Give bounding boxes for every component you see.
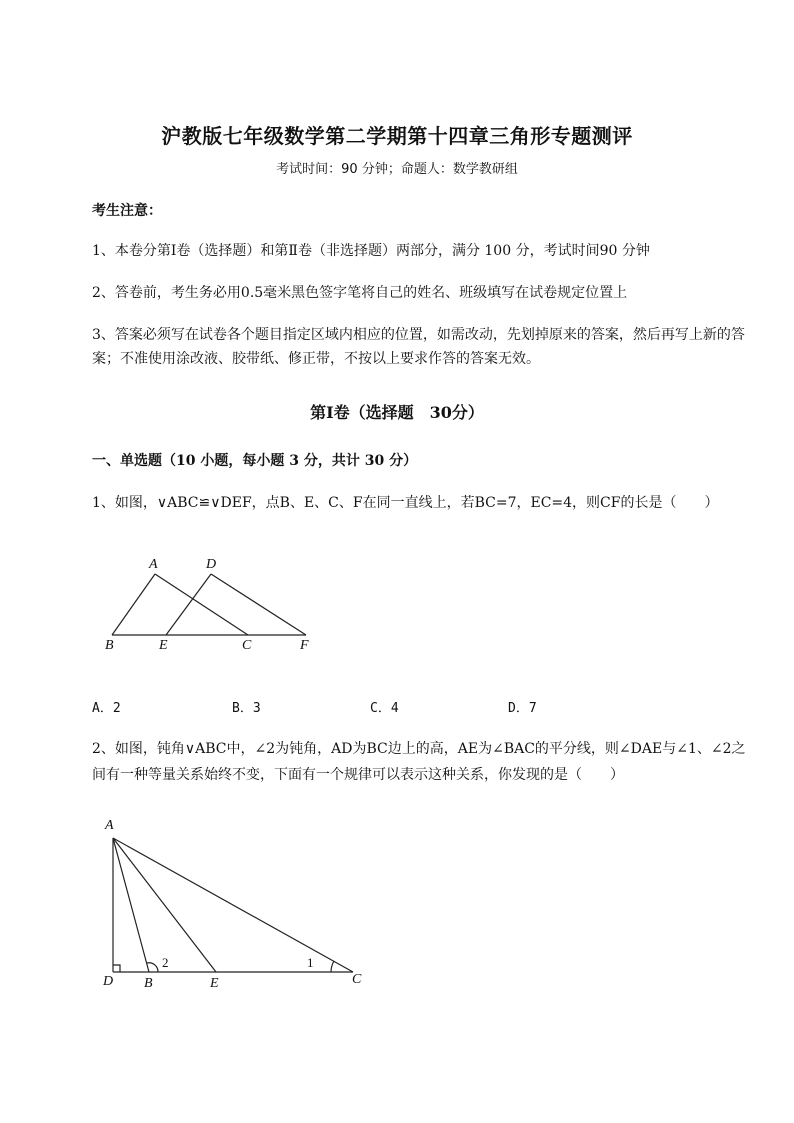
notice-heading: 考生注意： <box>92 203 162 219</box>
q2-label-E: E <box>210 976 219 991</box>
question-1-text: 1、如图，∨ABC≌∨DEF，点B、E、C、F在同一直线上，若BC=7，EC=4，则CF的长是（ ） <box>92 495 719 511</box>
q1-label-A: A <box>149 557 158 572</box>
segment-AE <box>113 838 216 972</box>
segment-AC <box>113 838 353 972</box>
q2-label-A: A <box>105 818 114 833</box>
question-2-text: 2、如图，钝角∨ABC中，∠2为钝角，AD为BC边上的高，AE为∠BAC的平分线，则∠DAE与∠1、∠2之间有一种等量关系始终不变，下面有一个规律可以表示这种关系，你发现的是（ ） <box>92 741 746 783</box>
q1-option-a[interactable]: A．2 <box>92 701 121 716</box>
q2-label-C: C <box>352 972 362 987</box>
notice-item-3: 3、答案必须写在试卷各个题目指定区域内相应的位置，如需改动，先划掉原来的答案，然后再写上新的答案；不准使用涂改液、胶带纸、修正带，不按以上要求作答的答案无效。 <box>92 327 745 367</box>
q2-angle-2-label: 2 <box>162 955 169 970</box>
notice-item-2: 2、答卷前，考生务必用0.5毫米黑色签字笔将自己的姓名、班级填写在试卷规定位置上 <box>92 285 628 301</box>
q1-option-b[interactable]: B．3 <box>232 701 261 716</box>
part-title: 一、单选题（10 小题，每小题 3 分，共计 30 分） <box>92 453 418 469</box>
q1-label-B: B <box>105 638 114 653</box>
q1-option-c[interactable]: C．4 <box>370 701 399 716</box>
q1-label-D: D <box>206 557 217 572</box>
notice-item-1: 1、本卷分第Ⅰ卷（选择题）和第Ⅱ卷（非选择题）两部分，满分 100 分，考试时间90 分钟 <box>92 243 650 259</box>
q1-option-d[interactable]: D．7 <box>508 701 537 716</box>
q2-label-B: B <box>144 976 153 991</box>
exam-info: 考试时间：90 分钟；命题人：数学教研组 <box>276 162 518 177</box>
q2-label-D: D <box>103 974 114 989</box>
section-title: 第Ⅰ卷（选择题 30分） <box>310 403 484 422</box>
q1-label-F: F <box>300 638 309 653</box>
angle-1-arc <box>331 961 334 972</box>
q1-label-E: E <box>159 638 168 653</box>
q2-angle-1-label: 1 <box>307 955 314 970</box>
q1-label-C: C <box>242 638 252 653</box>
right-angle-mark <box>113 965 120 972</box>
segment-AB <box>113 838 149 972</box>
page-title: 沪教版七年级数学第二学期第十四章三角形专题测评 <box>161 124 633 148</box>
